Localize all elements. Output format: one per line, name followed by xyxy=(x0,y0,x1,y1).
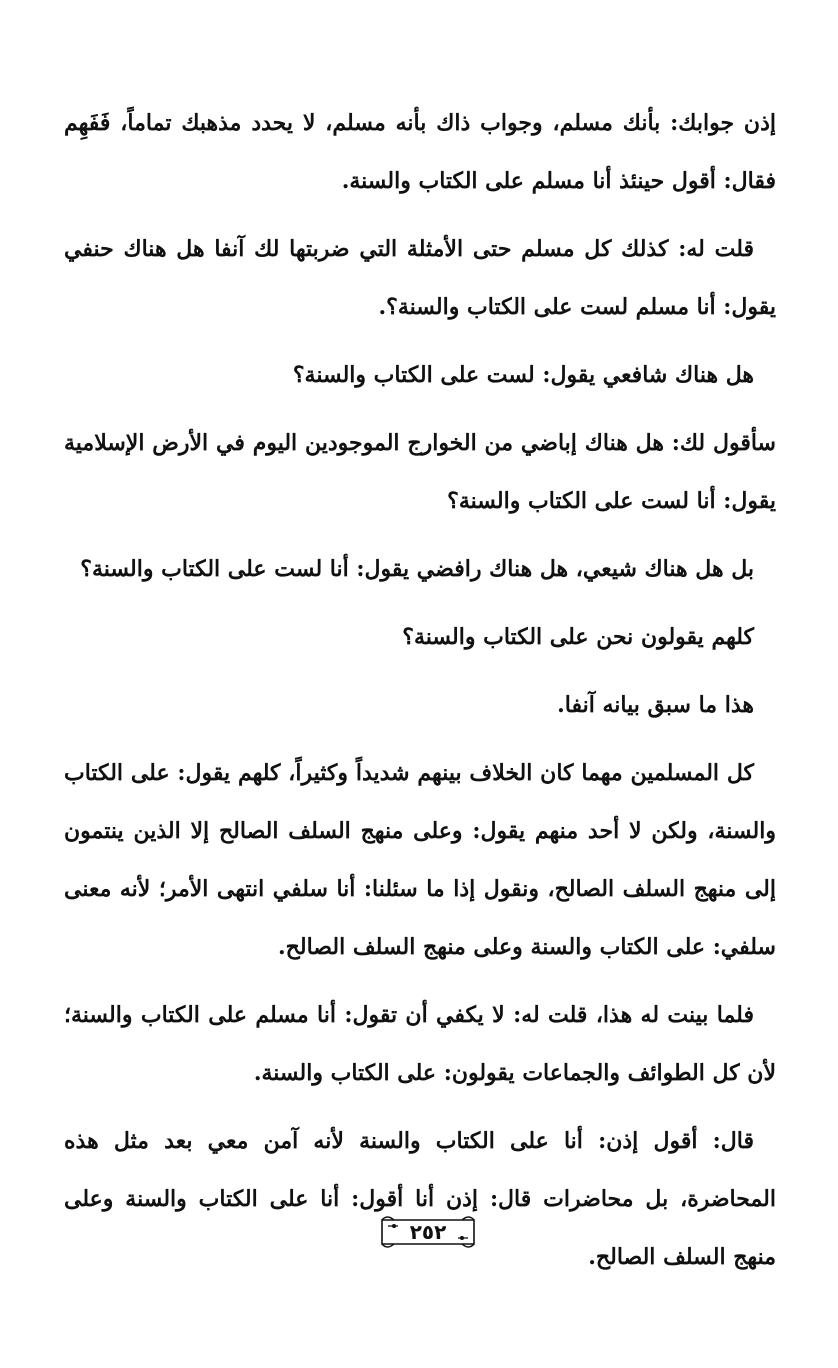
paragraph: سأقول لك: هل هناك إباضي من الخوارج الموجودين اليوم في الأرض الإسلامية يقول: أنا لست على الكتاب والسنة؟ xyxy=(64,430,776,514)
paragraph: كل المسلمين مهما كان الخلاف بينهم شديداً وكثيراً، كلهم يقول: على الكتاب والسنة، ولكن لا أحد منهم يقول: وعلى منهج السلف الصالح إلا الذين ينتمون إلى منهج السلف الصالح، ونقول إذا ما سئلنا: أنا سلفي انتهى الأمر؛ لأنه معنى سلفي: على الكتاب والسنة وعلى منهج السلف الصالح. xyxy=(64,760,776,960)
paragraph: بل هل هناك شيعي، هل هناك رافضي يقول: أنا لست على الكتاب والسنة؟ xyxy=(80,556,754,582)
paragraph: قلت له: كذلك كل مسلم حتى الأمثلة التي ضربتها لك آنفا هل هناك حنفي يقول: أنا مسلم لست على الكتاب والسنة؟. xyxy=(64,236,776,320)
paragraph: قال: أقول إذن: أنا على الكتاب والسنة لأنه آمن معي بعد مثل هذه المحاضرة، بل محاضرات قال: إذن أنا أقول: أنا على الكتاب والسنة وعلى منهج السلف الصالح. xyxy=(64,1128,776,1270)
paragraph: إذن جوابك: بأنك مسلم، وجواب ذاك بأنه مسلم، لا يحدد مذهبك تماماً، فَفَهِم فقال: أقول حينئذ أنا مسلم على الكتاب والسنة. xyxy=(64,110,776,194)
paragraph: كلهم يقولون نحن على الكتاب والسنة؟ xyxy=(402,624,754,650)
page-text xyxy=(64,94,776,1296)
paragraph: فلما بينت له هذا، قلت له: لا يكفي أن تقول: أنا مسلم على الكتاب والسنة؛ لأن كل الطوائف والجماعات يقولون: على الكتاب والسنة. xyxy=(64,1002,776,1086)
paragraph: هل هناك شافعي يقول: لست على الكتاب والسنة؟ xyxy=(292,362,754,388)
page-number-ornament xyxy=(372,1212,484,1252)
page-number: ٢٥٢ xyxy=(409,1220,447,1244)
paragraph: هذا ما سبق بيانه آنفا. xyxy=(557,692,754,718)
